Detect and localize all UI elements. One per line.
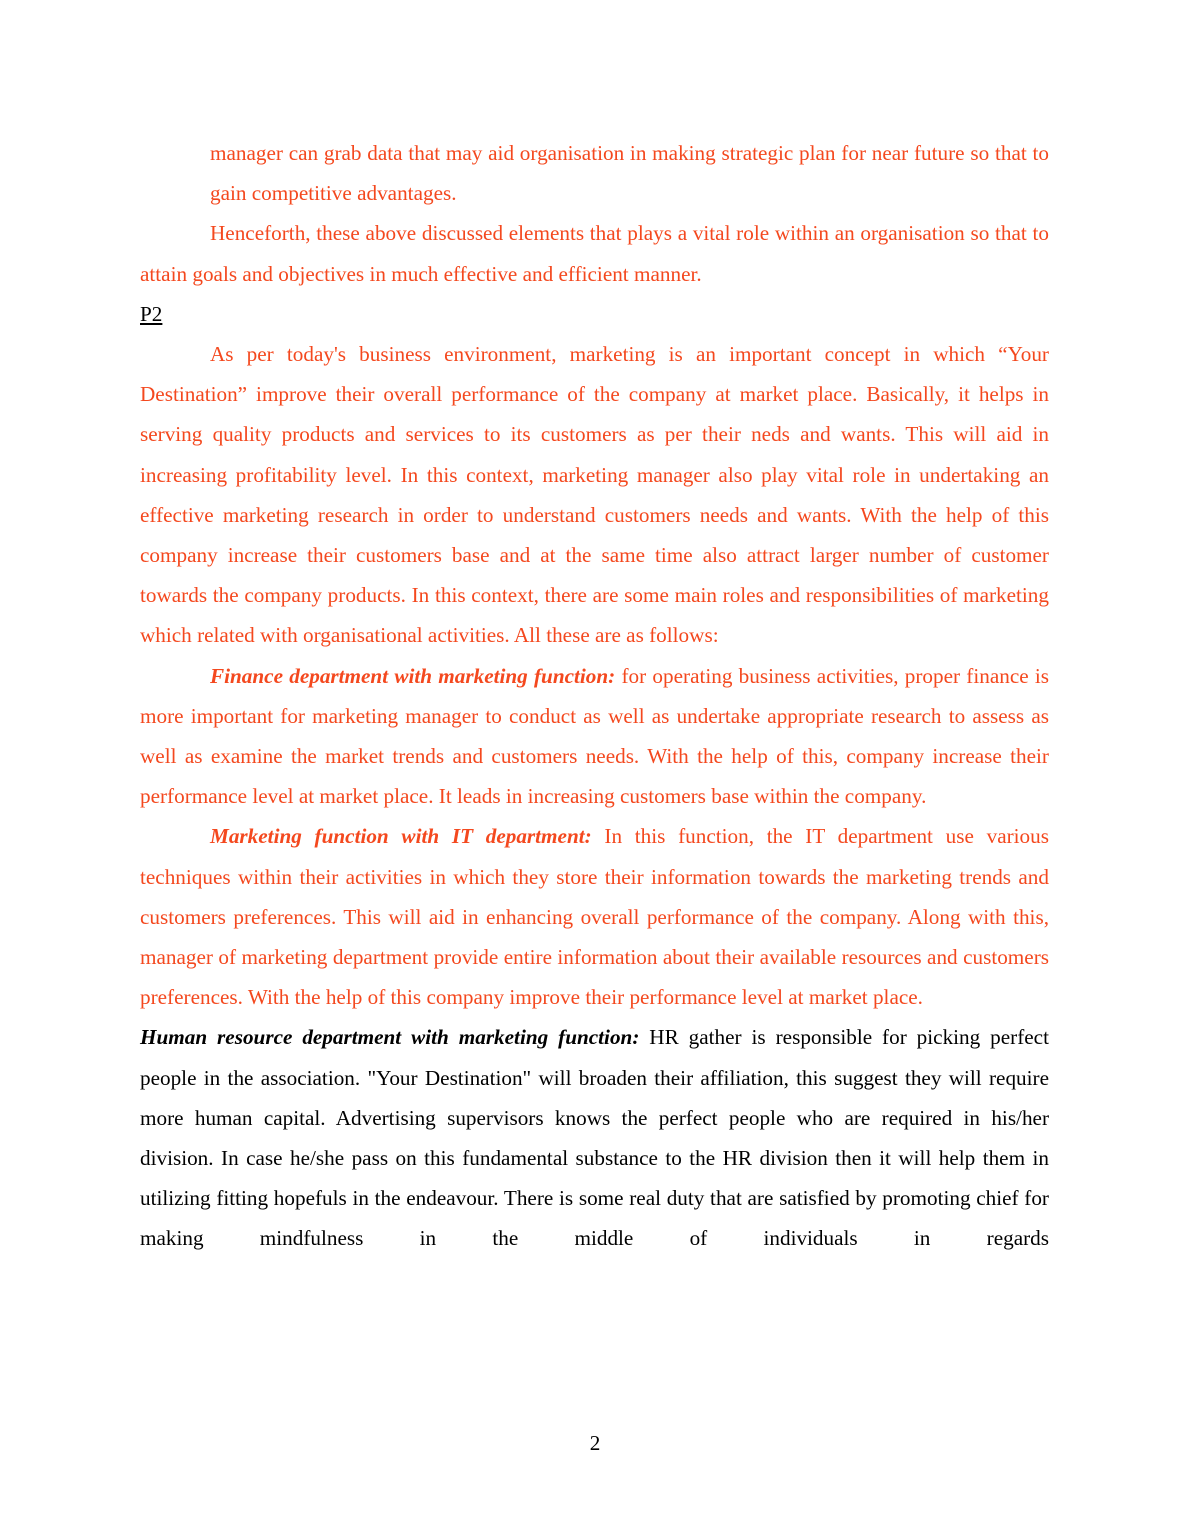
carryover-paragraph: manager can grab data that may aid organisation in making strategic plan for near future so that to gain competitive advantages.: [210, 141, 1049, 206]
document-page: [140, 133, 1049, 1259]
finance-lead: Finance department with marketing function:: [210, 663, 616, 688]
it-paragraph: [140, 816, 1049, 1017]
finance-body: for operating business activities, proper finance is more important for marketing manager to conduct as well as undertake appropriate research to assess as well as examine the market trends and customers needs. With the help of this, company increase their performance level at market place. It leads in increasing customers base within the company.: [140, 663, 1050, 809]
it-body: In this function, the IT department use various techniques within their activities in which they store their information towards the marketing trends and customers preferences. This will aid in enhancing overall performance of the company. Along with this, manager of marketing department provide entire information about their available resources and customers preferences. With the help of this company improve their performance level at market place.: [140, 824, 1049, 1010]
intro-paragraph: As per today's business environment, marketing is an important concept in which “Your Destination” improve their overall performance of the company at market place. Basically, it helps in serving quality products and services to its customers as per their neds and wants. This will aid in increasing profitability level. In this context, marketing manager also play vital role in undertaking an effective marketing research in order to understand customers needs and wants. With the help of this company increase their customers base and at the same time also attract larger number of customer towards the company products. In this context, there are some main roles and responsibilities of marketing which related with organisational activities. All these are as follows:: [140, 342, 1049, 648]
page-number: 2: [589, 1431, 601, 1455]
hr-lead: Human resource department with marketing function:: [140, 1025, 640, 1050]
hr-body: HR gather is responsible for picking perfect people in the association. "Your Destination" will broaden their affiliation, this suggest they will require more human capital. Advertising supervisors knows the perfect people who are required in his/her division. In case he/she pass on this fundamental substance to the HR division then it will help them in utilizing fitting hopefuls in the endeavour. There is some real duty that are satisfied by promoting chief for making mindfulness in the middle of individuals in regards: [140, 1025, 1049, 1251]
conclusion-paragraph: Henceforth, these above discussed elements that plays a vital role within an organisation so that to attain goals and objectives in much effective and efficient manner.: [140, 221, 1049, 286]
section-heading: P2: [140, 301, 163, 326]
it-lead: Marketing function with IT department:: [210, 824, 592, 849]
hr-paragraph: [140, 1017, 1049, 1258]
finance-paragraph: [140, 656, 1049, 817]
